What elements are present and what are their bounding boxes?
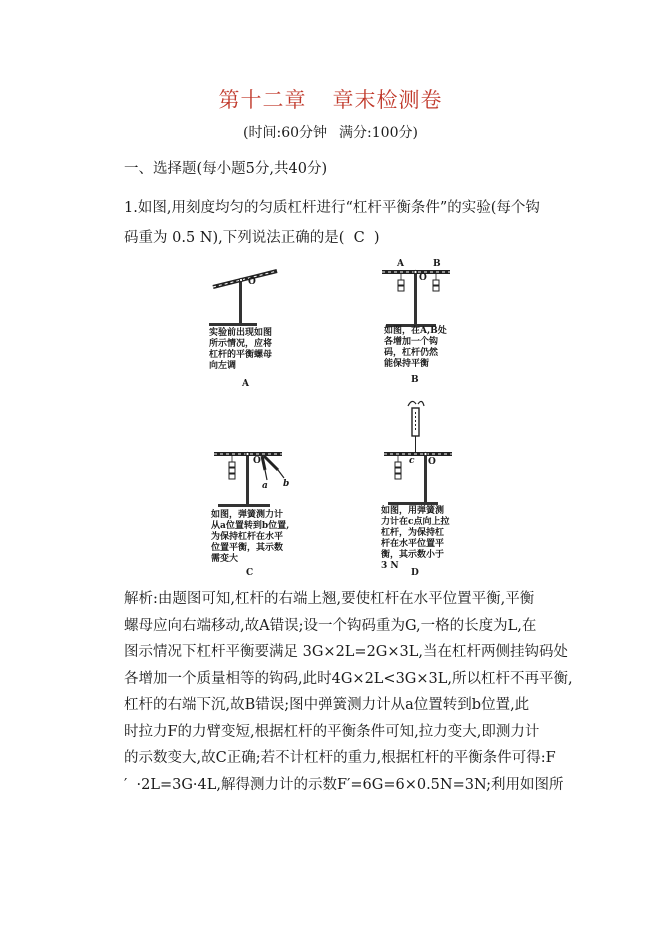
lever-diagram-a [205,265,295,327]
question-line-2: 码重为 0.5 N),下列说法正确的是( C ) [124,230,380,246]
exam-info [0,122,661,142]
figure-b [376,259,456,330]
figure-b-caption: 如图，在A,B处 各增加一个钩 码，杠杆仍然 能保持平衡 [384,326,447,369]
position-b-label: b [283,479,290,489]
position-a-label: a [262,481,268,491]
analysis-line: 的示数变大,故C正确;若不计杠杆的重力,根据杠杆的平衡条件可得:F [124,750,556,766]
page-title [0,84,661,114]
point-a-label: A [397,259,404,269]
pivot-label-c: O [253,456,261,466]
exam-time: (时间:60分钟 [243,125,328,141]
section-heading: 一、选择题(每小题5分,共40分) [124,161,328,177]
figure-d-letter: D [411,568,419,578]
figure-a-letter: A [242,379,249,389]
pivot-label-b: O [419,273,427,283]
exam-score: 满分:100分) [339,125,418,141]
figure-c [212,444,302,510]
analysis-paragraph [124,586,573,798]
figure-c-caption: 如图，弹簧测力计 从a位置转到b位置, 为保持杠杆在水平 位置平衡，其示数 需变大 [211,510,290,564]
lever-diagram-b [376,262,456,330]
figure-c-letter: C [246,568,254,578]
analysis-line: 杠杆的右端下沉,故B错误;图中弹簧测力计从a位置转到b位置,此 [124,697,530,713]
figure-d [378,398,458,508]
figure-d-caption: 如图，用弹簧测 力计在c点向上拉 杠杆，为保持杠 杆在水平位置平 衡，其示数小于 3 N [381,506,450,571]
analysis-line: 图示情况下杠杆平衡要满足 3G×2L=2G×3L,当在杠杆两侧挂钩码处 [124,644,568,660]
chapter-title: 第十二章 [218,88,307,112]
point-c-label: c [409,456,415,466]
lever-diagram-c [212,444,302,510]
lever-diagram-d [378,398,458,508]
analysis-line: ′ ·2L=3G·4L,解得测力计的示数F′=6G=6×0.5N=3N;利用如图所 [124,776,564,793]
point-b-label: B [433,259,441,269]
chapter-subtitle: 章末检测卷 [332,88,443,112]
analysis-line: 时拉力F的力臂变短,根据杠杆的平衡条件可知,拉力变大,即测力计 [124,723,540,740]
figure-a-caption: 实验前出现如图 所示情况，应将 杠杆的平衡螺母 向左调 [209,328,273,371]
pivot-label-d: O [428,457,436,467]
analysis-line: 螺母应向右端移动,故A错误;设一个钩码重为G,一格的长度为L,在 [124,617,537,634]
pivot-label-a: O [248,277,256,287]
figure-a [205,265,295,327]
analysis-line: 各增加一个质量相等的钩码,此时4G×2L<3G×3L,所以杠杆不再平衡, [124,670,573,687]
question-line-1: 1.如图,用刻度均匀的匀质杠杆进行“杠杆平衡条件”的实验(每个钩 [124,200,540,216]
figure-b-letter: B [411,375,419,385]
analysis-line: 解析:由题图可知,杠杆的右端上翘,要使杠杆在水平位置平衡,平衡 [124,591,535,607]
